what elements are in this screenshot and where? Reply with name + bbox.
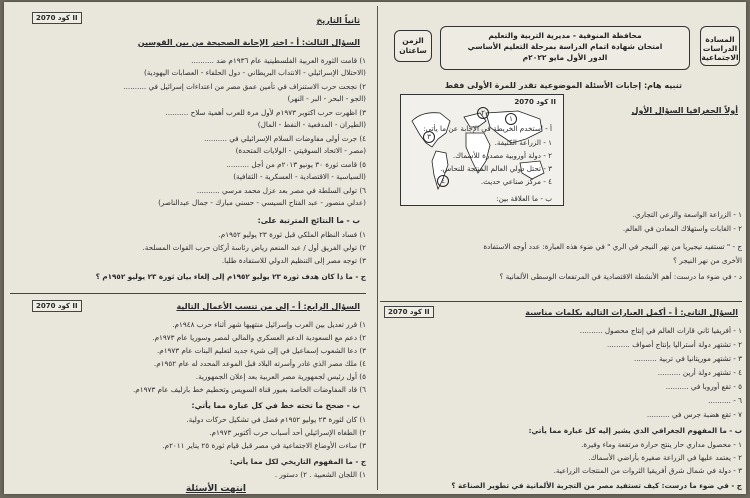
important-notice: تنبيه هام: إجابات الأسئلة الموضوعية تقدر للمرة الأولى فقط xyxy=(444,81,682,90)
q2-line: ٧ - تقع هضبة جرس في .......... xyxy=(646,410,742,419)
exam-header-box xyxy=(440,26,690,70)
q3-line: ٥) قامت ثورة ٣٠ يونيو ٢٠١٣م من أجل .......... xyxy=(226,160,366,169)
q2-line: ٥ - تقع أوروبا في .......... xyxy=(665,382,742,391)
q1-line: ج - " تستفيد نيجيريا من نهر النيجر في الري " في ضوء هذه العبارة: عدد أوجه الاستفادة xyxy=(483,242,742,251)
q1-line: أ - استخدم الخريطة في الإجابة عن ما يأتي: xyxy=(423,124,552,133)
q4-title: السؤال الرابع: أ - إلى من تنسب الأعمال التالية xyxy=(176,302,360,311)
q2-line: ٦ - .......... xyxy=(708,396,742,405)
q1-line: ٢ - دولة أوروبية مصدرة للأسماك. xyxy=(452,151,552,160)
q1-line: ١ - الزراعة الكثيفة. xyxy=(494,138,552,147)
q4-line: ٣) دعا الشعوب إسماعيل في إلى شيء جديد لتعليم البنات عام ١٩٧٣م. xyxy=(156,346,366,355)
section-separator xyxy=(380,301,742,302)
subject-label: المسادة الدراسات الاجتماعية xyxy=(701,35,739,62)
column-divider xyxy=(377,6,378,490)
results-line: ١) فساد النظام الملكي قبل ثورة ٢٣ يوليو ١٩٥٢م. xyxy=(218,230,366,239)
q1-line: ١ - الزراعة الواسعة والرعي التجاري. xyxy=(632,210,742,219)
q1-line: الأخرى من نهر النيجر ؟ xyxy=(673,256,742,265)
geography-section-title: أولاً الجغرافيا السؤال الأول xyxy=(631,106,738,115)
q4-line: ٢) دعم مع السعودية الدعم العسكري والمالي لمصر وسوريا عام ١٩٧٣م. xyxy=(152,333,366,342)
mid-left-code: كود 2070 II xyxy=(32,300,82,312)
section-separator xyxy=(10,293,366,294)
results-title: ب - ما النتائج المترتبة على: xyxy=(257,216,360,225)
q3-line: (الاحتلال الإسرائيلي - الانتداب البريطاني - دول الحلفاء - العصابات اليهودية) xyxy=(143,68,366,77)
subject-box xyxy=(700,26,740,66)
q2-line: ٣ - دولة في شمال شرق أفريقيا الثروات من المنتجات الزراعية. xyxy=(553,466,742,475)
q2-line: ٢ - يعتمد عليها في الزراعة صغيرة بأراضي الأسماك. xyxy=(588,453,742,462)
q3-line: ١) قامت الثورة العربية الفلسطينية عام ١٩٣٦م ضد .......... xyxy=(191,56,366,65)
q2-line: ١ - محصول مداري حار ينتج حرارة مرتفعة وماء وفيرة. xyxy=(581,440,742,449)
geography-column xyxy=(380,6,742,490)
results-line: ٣) توجه مصر إلى التنظيم الدولي للاستفادة طلبا. xyxy=(221,256,366,265)
q3-line: (الطيران - المدفعية - النفط - المال) xyxy=(257,120,366,129)
q3-line: ٤) جرت أولى مفاوضات السلام الإسرائيلي في .......... xyxy=(204,134,366,143)
concept-line: ١) اللجان الشعبية . ٢) دستور . xyxy=(274,470,366,479)
q3-line: (عدلي منصور - عبد الفتاح السيسي - حسني مبارك - جمال عبدالناصر) xyxy=(158,198,366,207)
concept-line: ج - ما المفهوم التاريخي لكل مما يأتي: xyxy=(229,457,366,466)
q2-line: ٤ - تشتهر دولة أرين .......... xyxy=(657,368,742,377)
governorate-text: محافظة المنوفية - مديرية التربية والتعليم xyxy=(488,31,642,40)
map-marker-1: ١ xyxy=(505,113,517,125)
q2-title: السؤال الثاني: أ - أكمل العبارات التالية بكلمات مناسبة xyxy=(525,308,738,317)
q3-line: ٢) نجحت حرب الاستنزاف في تأمين عمق مصر من اعتداءات إسرائيل في .......... xyxy=(123,82,366,91)
q1-line: ب - ما العلاقة بين: xyxy=(496,194,552,203)
map-code: كود 2070 II xyxy=(514,98,556,106)
world-map-box xyxy=(400,94,564,206)
q4-line: ٤) ملك مصر الذي غادر وأسرته البلاد قبل الموعد المحدد له عام ١٩٥٢م. xyxy=(153,359,366,368)
end-of-questions: انتهت الأسئلة xyxy=(185,484,246,494)
q1-line: د - في ضوء ما درست: أهم الأنشطة الاقتصادية في المرتفعات الوسطى الألمانية ؟ xyxy=(499,272,742,281)
q3-line: (مصر - الاتحاد السوفيتي - الولايات المتحدة) xyxy=(235,146,366,155)
map-marker-2: ٢ xyxy=(477,107,489,119)
q2-line: ب - ما المفهوم الجغرافي الذي يشير إليه كل عبارة مما يأتي: xyxy=(528,426,742,435)
q2-line: ٢ - تشتهر دولة أستراليا بإنتاج أصواف .......... xyxy=(606,340,742,349)
time-label: الزمن ساعتان xyxy=(399,36,427,55)
q2-line: ٣ - تشتهر موريتانيا في تربية .......... xyxy=(633,354,742,363)
q1-line: ٢ - الغابات واستهلاك المعادن في العالم. xyxy=(622,224,742,233)
q1-line: ٣ - تحتل دولي العالم المنتجة للنحاس. xyxy=(440,164,552,173)
fix-line: ١) كان لثورة ٢٣ يوليو ١٩٥٢م فضل في تشكيل حركات دولية. xyxy=(186,415,366,424)
map-marker-4: ٤ xyxy=(437,175,449,187)
q4-line: ٦) قاد المفاوضات الخاصة بعبور قناة السويس وتحطيم خط بارليف عام ١٩٧٣م. xyxy=(133,385,366,394)
q4-line: ٥) أول رئيس لجمهورية مصر العربية بعد إعلان الجمهورية. xyxy=(195,372,366,381)
term-text: الدور الأول مايو ٢٠٢٢م xyxy=(522,53,608,62)
map-marker-3: ٣ xyxy=(423,131,435,143)
history-column xyxy=(10,6,366,494)
fix-line: ٣) ساءت الأوضاع الاجتماعية في مصر قبل قيام ثورة ٢٥ يناير ٢٠١١م. xyxy=(162,441,366,450)
q3-line: ٣) اظهرت حرب اكتوبر ١٩٧٣م لأول مرة للعرب أهمية سلاح .......... xyxy=(165,108,366,117)
q3-line: ٦) تولى السلطة في مصر بعد عزل محمد مرسي .......... xyxy=(196,186,366,195)
q3-title: السؤال الثالث: أ - اختر الإجابة الصحيحة من بين القوسين xyxy=(137,38,360,47)
time-box xyxy=(394,30,432,62)
exam-text: امتحان شهادة اتمام الدراسة بمرحلة التعليم الأساسي xyxy=(467,42,663,51)
history-title: ثانياً التاريخ xyxy=(316,16,360,25)
q1-line: ٤ - مركز صناعي حديث. xyxy=(480,177,552,186)
top-code: كود 2070 II xyxy=(32,12,82,24)
q2-line: ج - في ضوء ما درست: كيف تستفيد مصر من التجربة الألمانية في تطوير الصناعة ؟ xyxy=(451,481,742,490)
fix-line: ٢) الطغاه الإسرائيلي أحد أسباب حرب أكتوبر ١٩٧٣م. xyxy=(209,428,366,437)
why-line: ج - ما ذا كان هدف ثورة ٢٣ يوليو ١٩٥٢م إلى إلغاء بيان ثورة ٢٣ يوليو ١٩٥٢م ؟ xyxy=(95,272,366,281)
exam-paper xyxy=(4,2,746,494)
q4-line: ١) قرر تعديل بين العرب وإسرائيل منتهيها شهر أثناء حرب ١٩٤٨م. xyxy=(172,320,366,329)
fix-title: ب - صحح ما تحته خط في كل عبارة مما يأتي: xyxy=(191,401,360,410)
q2-line: ١ - أفريقيا ثاني قارات العالم في إنتاج محصول .......... xyxy=(579,326,742,335)
results-line: ٢) تولي الفريق أول / عبد المنعم رياض رئاسة أركان حرب القوات المسلحة. xyxy=(142,243,366,252)
q3-line: (الجو - البحر - البر - النهر) xyxy=(287,94,366,103)
q3-line: (السياسية - الاقتصادية - العسكرية - الثقافية) xyxy=(233,172,366,181)
mid-right-code: كود 2070 II xyxy=(384,306,434,318)
